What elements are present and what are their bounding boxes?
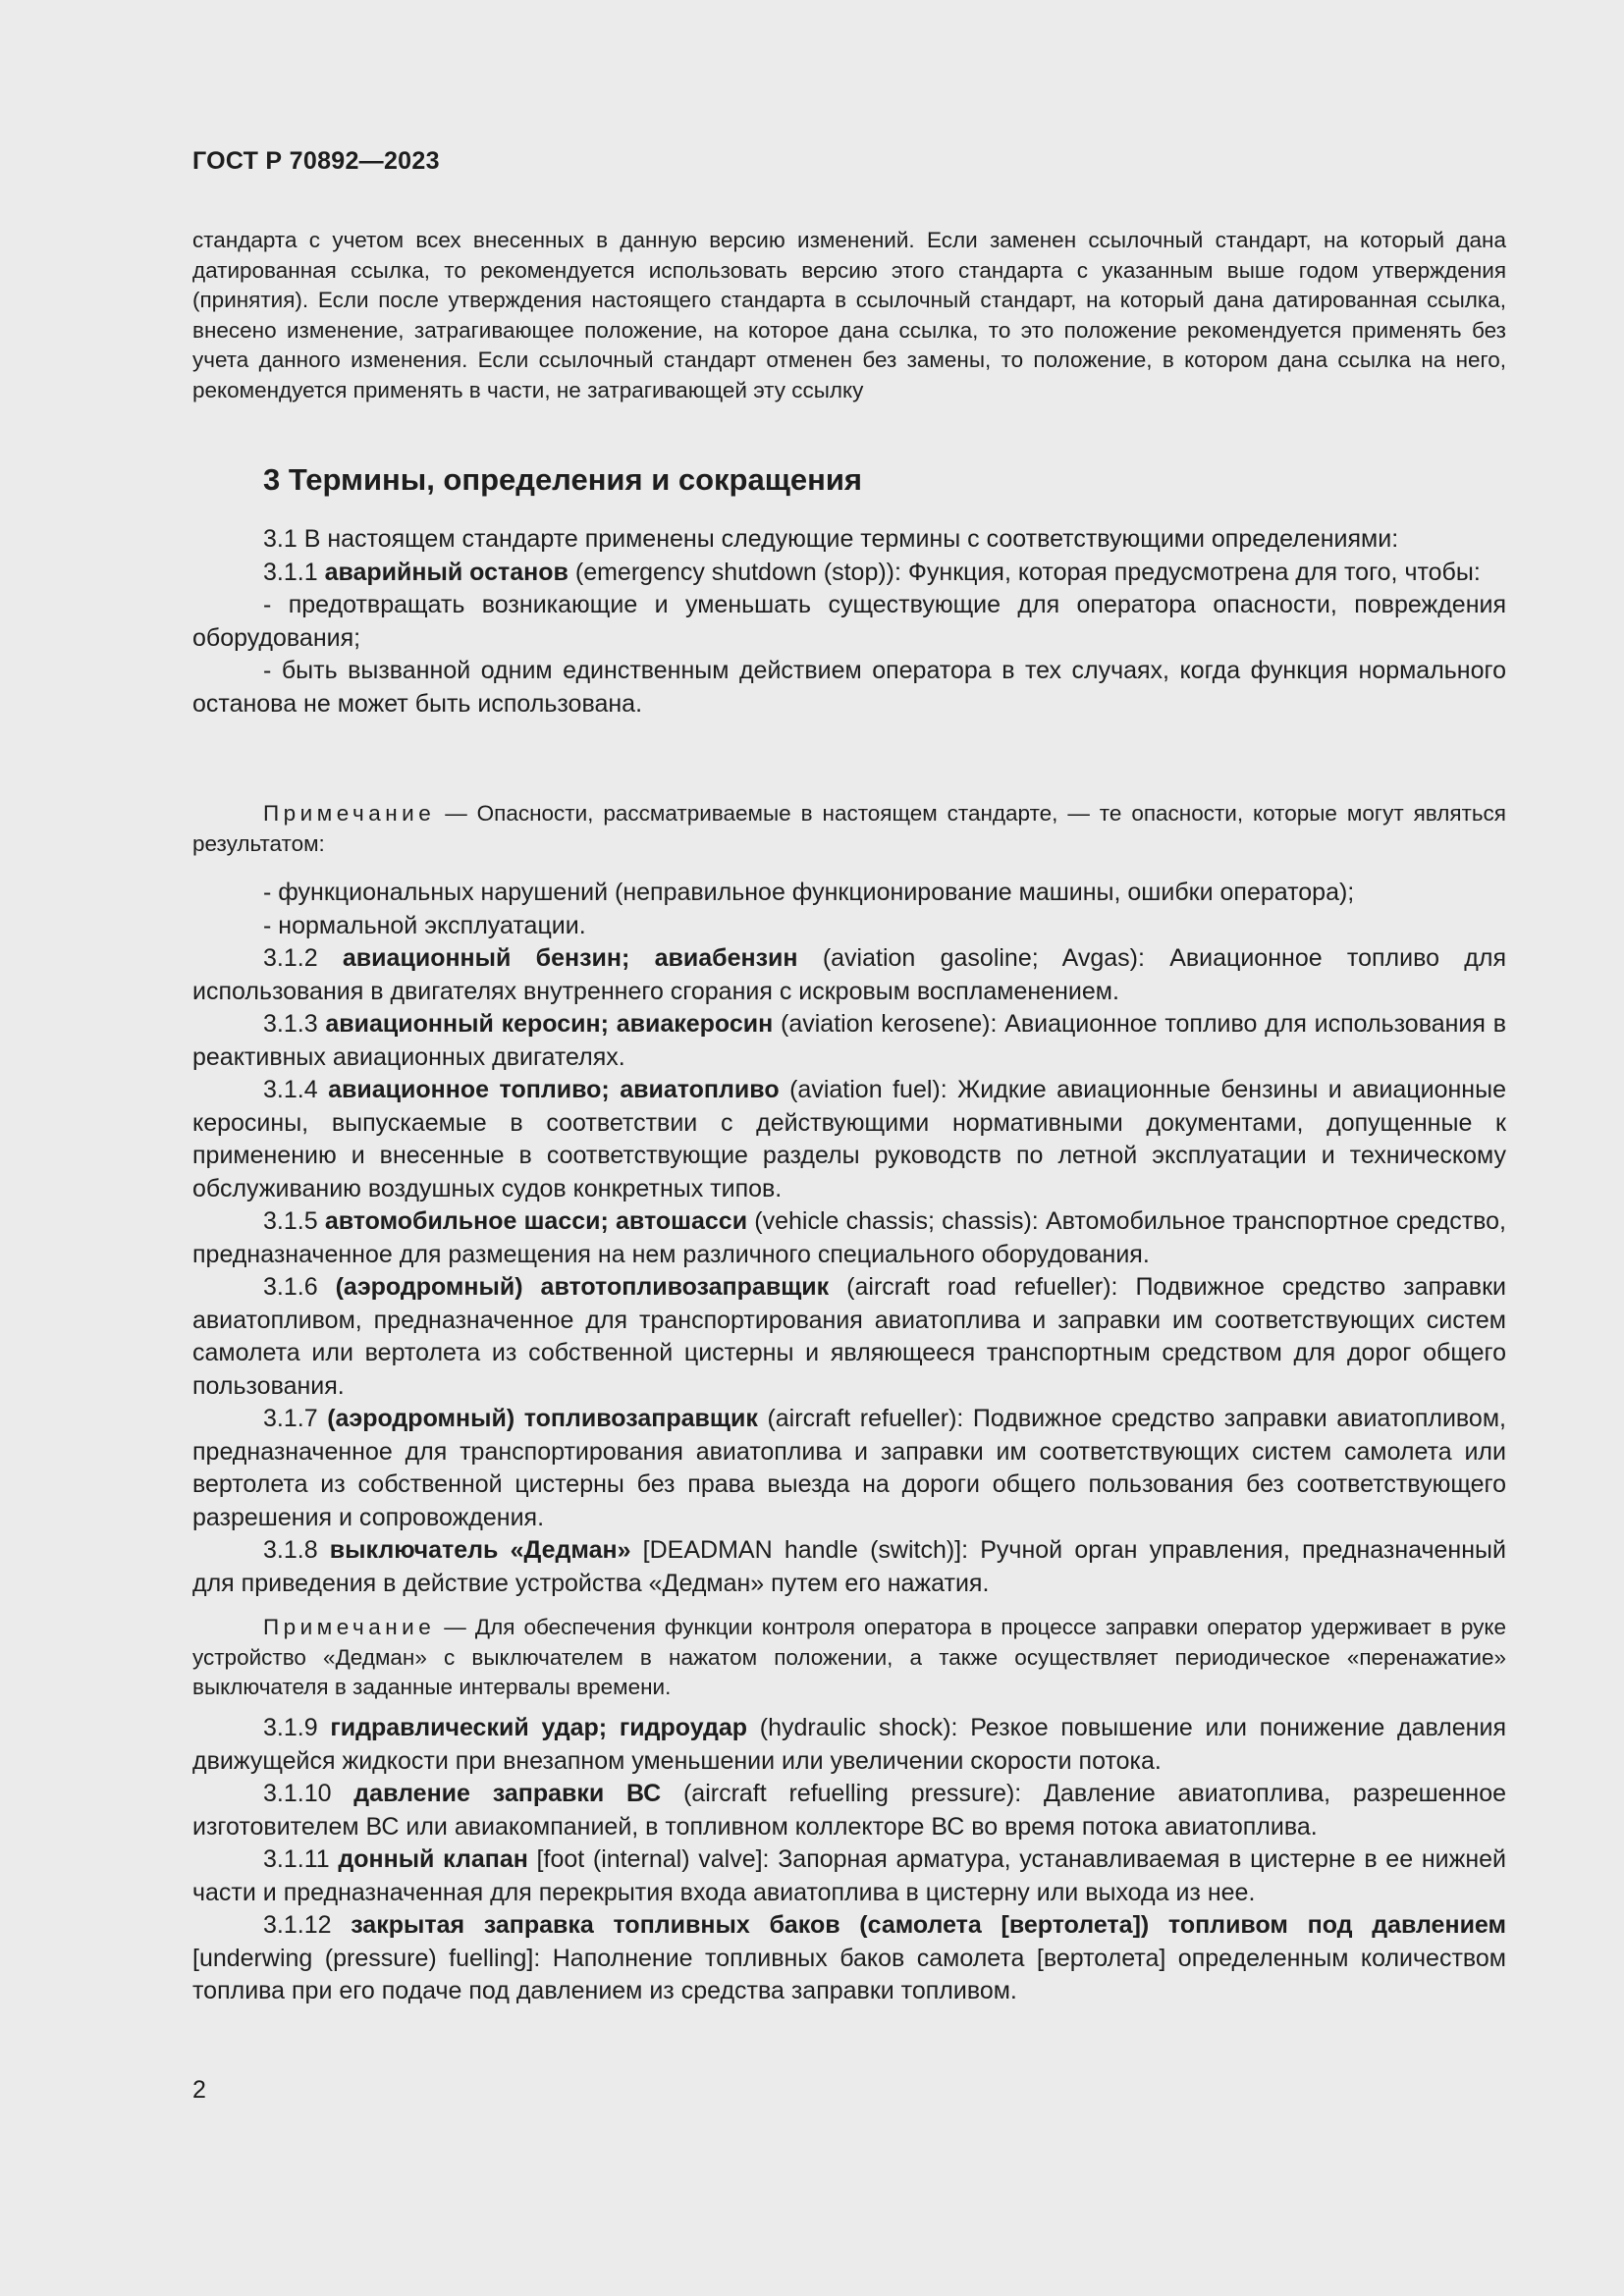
note-2: Примечание — Для обеспечения функции контроля оператора в процессе заправки оператор удерживает в руке устройство «Дедман» с выключателем в нажатом положении, а также осуществляет периодическое «перенажатие» выключателя в заданные интервалы времени. — [192, 1615, 1506, 1699]
term-3-1-12: 3.1.12 закрытая заправка топливных баков (самолета [вертолета]) топливом под давлением [underwing (pressure) fuelling]: Наполнение топливных баков самолета [вертолета] определенным количеством топлива при его подаче под давлением из средства заправки топливом. — [192, 1911, 1506, 2004]
term-3-1-10: 3.1.10 давление заправки ВС (aircraft refuelling pressure): Давление авиатоплива, разрешенное изготовителем ВС или авиакомпанией, в топливном коллекторе ВС во время потока авиатоплива. — [192, 1780, 1507, 1841]
term-name: донный клапан — [338, 1845, 528, 1873]
term-name: аварийный останов — [324, 558, 568, 586]
term-name: автомобильное шасси; автошасси — [324, 1207, 748, 1235]
paragraph-3-1: 3.1 В настоящем стандарте применены следующие термины с соответствующими определениями: — [263, 525, 1399, 553]
term-3-1-9: 3.1.9 гидравлический удар; гидроудар (hydraulic shock): Резкое повышение или понижение давления движущейся жидкости при внезапном уменьшении или увеличении скорости потока. — [192, 1714, 1506, 1775]
term-name: (аэродромный) топливозаправщик — [327, 1405, 758, 1432]
term-3-1-2: 3.1.2 авиационный бензин; авиабензин (aviation gasoline; Avgas): Авиационное топливо для использования в двигателях внутреннего сгорания с искровым воспламенением. — [192, 944, 1506, 1005]
term-name: авиационный бензин; авиабензин — [342, 944, 798, 972]
term-name: авиационный керосин; авиакеросин — [325, 1010, 774, 1038]
term-name: давление заправки ВС — [353, 1780, 662, 1807]
term-name: закрытая заправка топливных баков (самолета [вертолета]) топливом под давлением — [351, 1911, 1506, 1939]
term-name: гидравлический удар; гидроудар — [330, 1714, 748, 1741]
term-3-1-8: 3.1.8 выключатель «Дедман» [DEADMAN handle (switch)]: Ручной орган управления, предназначенный для приведения в действие устройства «Дедман» путем его нажатия. — [192, 1536, 1506, 1597]
list-item: - предотвращать возникающие и уменьшать существующие для оператора опасности, повреждения оборудования; — [192, 591, 1506, 652]
terms-block-2 — [192, 877, 1506, 1600]
term-3-1-1: 3.1.1 аварийный останов (emergency shutdown (stop)): Функция, которая предусмотрена для того, чтобы: — [263, 558, 1481, 586]
terms-block-3 — [192, 1712, 1506, 2008]
term-name: выключатель «Дедман» — [329, 1536, 631, 1564]
page-number: 2 — [192, 2076, 206, 2104]
term-name: авиационное топливо; авиатопливо — [328, 1076, 780, 1103]
term-name: (аэродромный) автотопливозаправщик — [335, 1273, 830, 1301]
term-3-1-4: 3.1.4 авиационное топливо; авиатопливо (aviation fuel): Жидкие авиационные бензины и авиационные керосины, выпускаемые в соответствии с действующими нормативными документами, допущенные к применению и внесенные в соответствующие разделы руководств по летной эксплуатации и техническому обслуживанию воздушных судов конкретных типов. — [192, 1076, 1506, 1202]
list-item: - быть вызванной одним единственным действием оператора в тех случаях, когда функция нормального останова не может быть использована. — [192, 657, 1506, 718]
intro-paragraph: стандарта с учетом всех внесенных в данную версию изменений. Если заменен ссылочный стандарт, на который дана датированная ссылка, то рекомендуется использовать версию этого стандарта с указанным выше годом утверждения (принятия). Если после утверждения настоящего стандарта в ссылочный стандарт, на который дана датированная ссылка, внесено изменение, затрагивающее положение, на которое дана ссылка, то это положение рекомендуется применять без учета данного изменения. Если ссылочный стандарт отменен без замены, то положение, в котором дана ссылка на него, рекомендуется применять в части, не затрагивающей эту ссылку — [192, 228, 1506, 402]
document-header: ГОСТ Р 70892—2023 — [192, 147, 440, 175]
note-label: Примечание — [263, 801, 436, 826]
note-1: Примечание — Опасности, рассматриваемые в настоящем стандарте, — те опасности, которые могут являться результатом: — [192, 801, 1506, 856]
terms-block-1 — [192, 523, 1506, 721]
section-heading: 3 Термины, определения и сокращения — [263, 462, 862, 497]
term-3-1-11: 3.1.11 донный клапан [foot (internal) valve]: Запорная арматура, устанавливаемая в цистерне в ее нижней части и предназначенная для перекрытия входа авиатоплива в цистерну или выхода из нее. — [192, 1845, 1506, 1906]
term-3-1-6: 3.1.6 (аэродромный) автотопливозаправщик (aircraft road refueller): Подвижное средство заправки авиатопливом, предназначенное для транспортирования авиатоплива и заправки им соответствующих систем самолета или вертолета из собственной цистерны и являющееся транспортным средством для дорог общего пользования. — [192, 1273, 1506, 1400]
term-3-1-3: 3.1.3 авиационный керосин; авиакеросин (aviation kerosene): Авиационное топливо для использования в реактивных авиационных двигателях. — [192, 1010, 1506, 1071]
term-3-1-7: 3.1.7 (аэродромный) топливозаправщик (aircraft refueller): Подвижное средство заправки авиатопливом, предназначенное для транспортирования авиатоплива и заправки им соответствующих систем самолета или вертолета из собственной цистерны без права выезда на дороги общего пользования без соответствующего разрешения и сопровождения. — [192, 1405, 1506, 1531]
note-label: Примечание — [263, 1615, 436, 1639]
list-item: - функциональных нарушений (неправильное функционирование машины, ошибки оператора); — [263, 879, 1355, 906]
term-3-1-5: 3.1.5 автомобильное шасси; автошасси (vehicle chassis; chassis): Автомобильное транспортное средство, предназначенное для размещения на нем различного специального оборудования. — [192, 1207, 1506, 1268]
list-item: - нормальной эксплуатации. — [263, 911, 586, 939]
